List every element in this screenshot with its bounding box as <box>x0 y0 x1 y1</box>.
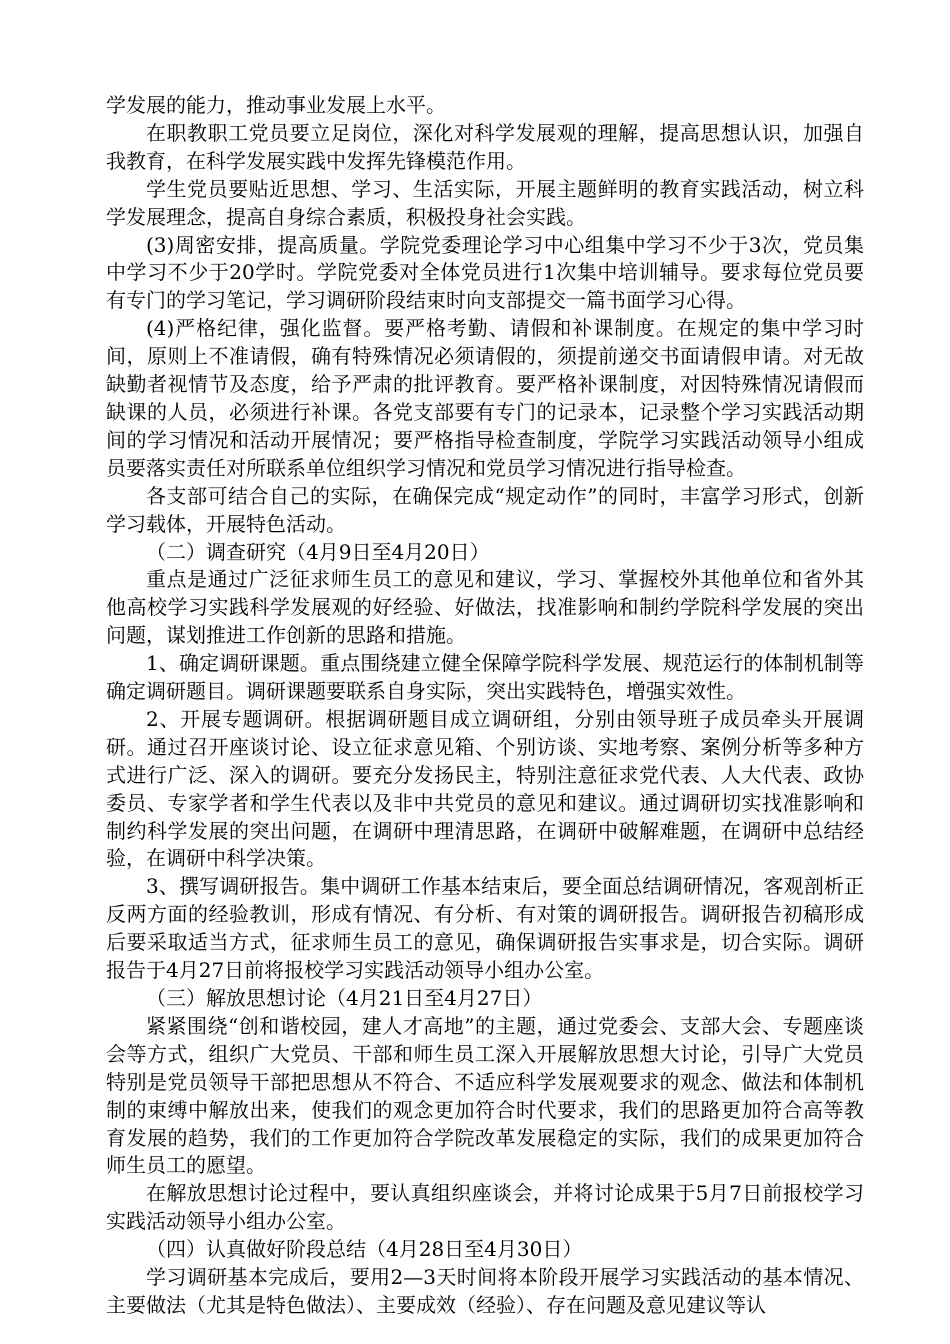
section-heading-4: （四）认真做好阶段总结（4月28日至4月30日） <box>146 1237 583 1262</box>
paragraph-discussion-theme: 紧紧围绕“创和谐校园，建人才高地”的主题，通过党委会、支部大会、专题座谈会等方式，组织广大党员、干部和师生员工深入开展解放思想大讨论，引导广大党员特别是党员领导干部把思想从不符合、不适应科学发展观要求的观念、做法和体制机制的束缚中解放出来，使我们的观念更加符合时代要求，我们的思路更加符合高等教育发展的趋势，我们的工作更加符合学院改革发展稳定的实际，我们的成果更加符合师生员工的愿望。 <box>106 1013 864 1178</box>
section-heading-3: （三）解放思想讨论（4月21日至4月27日） <box>146 986 543 1010</box>
paragraph-staff-members: 在职教职工党员要立足岗位，深化对科学发展观的理解，提高思想认识，加强自我教育，在科学发展实践中发挥先锋模范作用。 <box>106 120 864 173</box>
paragraph-item-4: (4)严格纪律，强化监督。要严格考勤、请假和补课制度。在规定的集中学习时间，原则上不准请假，确有特殊情况必须请假的，须提前递交书面请假申请。对无故缺勤者视情节及态度，给予严肃的批评教育。要严格补课制度，对因特殊情况请假而缺课的人员，必须进行补课。各党支部要有专门的记录本，记录整个学习实践活动期间的学习情况和活动开展情况；要严格指导检查制度，学院学习实践活动领导小组成员要落实责任对所联系单位组织学习情况和党员学习情况进行指导检查。 <box>106 316 864 480</box>
paragraph-research-3: 3、撰写调研报告。集中调研工作基本结束后，要全面总结调研情况，客观剖析正反两方面的经验教训，形成有情况、有分析、有对策的调研报告。调研报告初稿形成后要采取适当方式，征求师生员工的意见，确保调研报告实事求是，切合实际。调研报告于4月27日前将报校学习实践活动领导小组办公室。 <box>106 874 864 983</box>
document-page <box>106 92 864 1320</box>
paragraph-research-focus: 重点是通过广泛征求师生员工的意见和建议，学习、掌握校外其他单位和省外其他高校学习实践科学发展观的好经验、好做法，找准影响和制约学院科学发展的突出问题，谋划推进工作创新的思路和措施。 <box>106 567 864 648</box>
paragraph-research-1: 1、确定调研课题。重点围绕建立健全保障学院科学发展、规范运行的体制机制等确定调研题目。调研课题要联系自身实际，突出实践特色，增强实效性。 <box>106 651 864 704</box>
paragraph-summary: 学习调研基本完成后，要用2—3天时间将本阶段开展学习实践活动的基本情况、主要做法（尤其是特色做法）、主要成效（经验）、存在问题及意见建议等认 <box>106 1265 864 1317</box>
paragraph-discussion-process: 在解放思想讨论过程中，要认真组织座谈会，并将讨论成果于5月7日前报校学习实践活动领导小组办公室。 <box>106 1181 864 1234</box>
paragraph-item-3: (3)周密安排，提高质量。学院党委理论学习中心组集中学习不少于3次，党员集中学习不少于20学时。学院党委对全体党员进行1次集中培训辅导。要求每位党员要有专门的学习笔记，学习调研阶段结束时向支部提交一篇书面学习心得。 <box>106 232 864 313</box>
paragraph-student-members: 学生党员要贴近思想、学习、生活实际，开展主题鲜明的教育实践活动，树立科学发展理念，提高自身综合素质，积极投身社会实践。 <box>106 176 864 229</box>
section-heading-2: （二）调查研究（4月9日至4月20日） <box>146 539 490 564</box>
paragraph-research-2: 2、开展专题调研。根据调研题目成立调研组，分别由领导班子成员牵头开展调研。通过召开座谈讨论、设立征求意见箱、个别访谈、实地考察、案例分析等多种方式进行广泛、深入的调研。要充分发扬民主，特别注意征求党代表、人大代表、政协委员、专家学者和学生代表以及非中共党员的意见和建议。通过调研切实找准影响和制约科学发展的突出问题，在调研中理清思路，在调研中破解难题，在调研中总结经验，在调研中科学决策。 <box>106 706 864 871</box>
paragraph-continuation: 学发展的能力，推动事业发展上水平。 <box>106 93 446 117</box>
paragraph-branches: 各支部可结合自己的实际，在确保完成“规定动作”的同时，丰富学习形式，创新学习载体，开展特色活动。 <box>106 483 864 536</box>
